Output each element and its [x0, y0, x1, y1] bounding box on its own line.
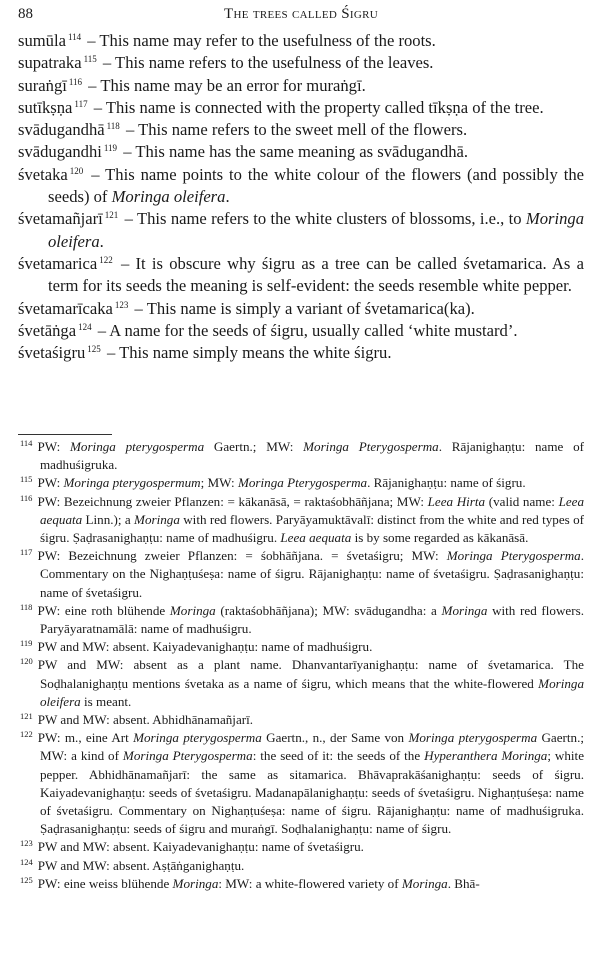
glossary-entry [18, 298, 584, 320]
footnote-number: 122 [20, 729, 33, 740]
footnote [20, 711, 584, 729]
entry-term: śvetamañjarī [18, 209, 103, 229]
species-name: Moringa pterygosperma [408, 730, 538, 746]
footnote-reference: 116 [68, 76, 83, 87]
footnote-text: PW and MW: absent. Aṣṭāṅganighaṇṭu. [37, 857, 245, 873]
footnote-text: with red flowers. Paryāyamuktāvalī: distinct from the white and red types of śigru. Ṣaḍrasanighaṇṭu: name of madhuśigru. [40, 511, 584, 546]
footnote-divider [18, 434, 112, 435]
footnote [20, 857, 584, 875]
footnote-number: 118 [20, 601, 33, 612]
species-name: Moringa oleifera [48, 209, 584, 251]
footnotes [20, 438, 584, 893]
footnote-text: PW: eine roth blühende [37, 602, 170, 618]
footnote-reference: 123 [114, 299, 129, 310]
glossary-entry [18, 52, 584, 74]
footnote-text: Gaertn., n., der Same von [261, 730, 409, 746]
entry-definition: – This name is connected with the property called tīkṣṇa of the tree. [89, 97, 544, 117]
entry-term: śvetamarica [18, 253, 98, 273]
glossary-entry [18, 30, 584, 52]
footnote-number: 120 [20, 656, 33, 667]
entry-definition: – This name refers to the sweet mell of the flowers. [121, 120, 468, 140]
species-name: Moringa oleifera [40, 675, 584, 709]
glossary-entry [18, 342, 584, 364]
footnote [20, 875, 584, 893]
footnote-text: with red flowers. Paryāyaratnamālā: name of madhuśigru. [40, 602, 584, 637]
footnote-number: 125 [20, 874, 33, 885]
footnote-text: . Bhā- [447, 875, 480, 891]
footnote-text: Gaertn.; MW: a kind of [40, 730, 584, 764]
footnote-text: ; MW: [200, 475, 238, 491]
entry-term: śvetaka [18, 164, 68, 184]
species-name: Moringa [169, 602, 216, 618]
species-name: Moringa Pterygosperma [237, 475, 368, 491]
footnote [20, 656, 584, 711]
entry-definition: – This name refers to the white clusters of blossoms, i.e., to [120, 209, 526, 229]
entry-definition: – This name simply means the white śigru. [102, 343, 392, 363]
footnote-number: 123 [20, 838, 33, 849]
footnote-number: 115 [20, 474, 33, 485]
entry-definition: – It is obscure why śigru as a tree can be called śvetamarica. As a term for its seeds the meaning is self-evident: the seeds resemble white pepper. [48, 253, 584, 296]
footnote-text: PW: [37, 439, 70, 454]
species-name: Moringa [401, 875, 448, 891]
footnote [20, 602, 584, 638]
footnote [20, 729, 584, 838]
footnote-reference: 120 [69, 165, 84, 176]
footnote-text: (valid name: [485, 493, 559, 509]
entry-definition: – This name refers to the usefulness of the leaves. [98, 53, 434, 73]
footnote-number: 116 [20, 492, 33, 503]
footnote-reference: 117 [74, 98, 88, 109]
footnote-number: 114 [20, 438, 33, 448]
footnote-text: : MW: a white-flowered variety of [218, 875, 402, 891]
footnote-number: 121 [20, 711, 33, 722]
entry-term: śvetaśigru [18, 343, 86, 363]
entry-term: suraṅgī [18, 75, 67, 95]
entry-definition: – This name may refer to the usefulness of the roots. [83, 31, 436, 50]
glossary-entry [18, 208, 584, 253]
glossary-entries [18, 30, 584, 364]
entry-term: svādugandhi [18, 142, 102, 162]
footnote-reference: 115 [83, 54, 97, 65]
footnote-reference: 119 [103, 143, 118, 154]
entry-definition: – This name is simply a variant of śvetamarica(ka). [130, 298, 475, 318]
footnote-text: PW and MW: absent. Kaiyadevanighaṇṭu: name of madhuśigru. [37, 639, 373, 655]
entry-term: sutīkṣṇa [18, 97, 73, 117]
glossary-entry [18, 141, 584, 163]
species-name: Moringa Pterygosperma [303, 439, 439, 454]
footnote-text: PW: Bezeichnung zweier Pflanzen: = kākanāsā, = raktaśobhāñjana; MW: [37, 493, 428, 509]
species-name: Moringa [134, 511, 180, 527]
entry-definition: – This name may be an error for muraṅgī. [84, 75, 366, 95]
entry-term: supatraka [18, 53, 82, 73]
entry-term: śvetāṅga [18, 320, 77, 340]
entry-definition: – This name points to the white colour of the flowers (and possibly the seeds) of [48, 164, 584, 207]
running-title: The trees called Śigru [224, 6, 378, 22]
glossary-entry [18, 97, 584, 119]
footnote-text: PW and MW: absent. Kaiyadevanighaṇṭu: name of śvetaśigru. [37, 839, 364, 855]
footnote-text: ; white pepper. Abhidhānamañjarī: the same as sitamarica. Bhāvaprakāśanighaṇṭu: seeds of śigru. Kaiyadevanighaṇṭu: seeds of śvetaśigru. Madanapālanighaṇṭu: seeds of śvetaśigru. Nighaṇṭuśeṣa: name of śvetaśigru. Commentary on Nighaṇṭuśeṣa: name of śigru. Rājanighaṇṭu: name of madhuśigruka. Ṣaḍrasanighaṇṭu: seeds of śigru and muraṅgī. Soḍhalanighaṇṭu: name of śigru. [40, 748, 585, 837]
footnote-text: Linn.); a [82, 511, 135, 527]
footnote-text: PW: m., eine Art [37, 730, 134, 746]
species-name: Moringa oleifera [111, 187, 226, 207]
page-header [18, 6, 584, 26]
footnote-text: . Rājanighaṇṭu: name of śigru. [367, 475, 526, 491]
entry-definition: – A name for the seeds of śigru, usually called ‘white mustard’. [93, 320, 518, 340]
footnote-text: PW: eine weiss blühende [37, 875, 173, 891]
species-name: Leea Hirta [427, 493, 486, 509]
footnote-reference: 122 [99, 254, 113, 265]
footnote-number: 124 [20, 856, 33, 867]
footnote [20, 547, 584, 602]
footnote-number: 117 [20, 547, 33, 558]
entry-definition: – This name has the same meaning as svādugandhā. [119, 142, 469, 162]
footnote [20, 438, 584, 474]
footnote-text: : the seed of it: the seeds of the [252, 748, 425, 764]
species-name: Moringa [441, 602, 488, 618]
glossary-entry [18, 119, 584, 141]
footnote-text: is by some regarded as kākanāsā. [351, 530, 529, 546]
footnote-reference: 121 [104, 210, 119, 221]
entry-term: sumūla [18, 31, 66, 50]
glossary-entry [18, 320, 584, 342]
species-name: Moringa [172, 875, 219, 891]
footnote-text: is meant. [80, 693, 132, 709]
entry-term: svādugandhā [18, 120, 105, 140]
footnote [20, 638, 584, 656]
footnote-reference: 125 [87, 344, 101, 355]
page-number: 88 [18, 6, 33, 22]
entry-definition: . [225, 187, 230, 207]
footnote [20, 493, 584, 548]
footnote-text: PW and MW: absent as a plant name. Dhanvantarīyanighaṇṭu: name of śvetamarica. The Soḍhalanighaṇṭu mentions śvetaka as a name of śigru, which means that the white-flowered [37, 657, 584, 691]
species-name: Leea aequata [280, 530, 352, 546]
glossary-entry [18, 75, 584, 97]
footnote-text: PW: [37, 475, 64, 491]
entry-definition: . [99, 231, 104, 251]
entry-term: śvetamarīcaka [18, 298, 113, 318]
species-name: Moringa Pterygosperma [446, 548, 581, 564]
glossary-entry [18, 253, 584, 298]
footnote-text: . Rājanighaṇṭu: name of madhuśigruka. [40, 439, 584, 473]
footnote-text: PW and MW: absent. Abhidhānamañjarī. [37, 712, 254, 728]
species-name: Moringa pterygospermum [63, 475, 201, 491]
footnote-reference: 114 [67, 32, 82, 42]
footnote-reference: 118 [106, 121, 120, 132]
glossary-entry [18, 164, 584, 209]
footnote-text: . Commentary on the Nighaṇṭuśeṣa: name of śigru. Rājanighaṇṭu: name of śvetaśigru. Ṣaḍrasanighaṇṭu: name of śvetaśigru. [40, 548, 584, 600]
species-name: Moringa Pterygosperma [122, 748, 253, 764]
species-name: Moringa pterygosperma [70, 439, 205, 454]
footnote-text: PW: Bezeichnung zweier Pflanzen: = śobhāñjana. = śvetaśigru; MW: [37, 548, 447, 564]
footnote-reference: 124 [78, 321, 92, 332]
species-name: Leea aequata [40, 493, 585, 527]
footnote-text: (raktaśobhāñjana); MW: svādugandha: a [215, 602, 442, 618]
footnote [20, 474, 584, 492]
footnote-text: Gaertn.; MW: [204, 439, 304, 454]
species-name: Moringa pterygosperma [133, 730, 262, 746]
footnote [20, 838, 584, 856]
species-name: Hyperanthera Moringa [424, 748, 548, 764]
footnote-number: 119 [20, 638, 33, 649]
